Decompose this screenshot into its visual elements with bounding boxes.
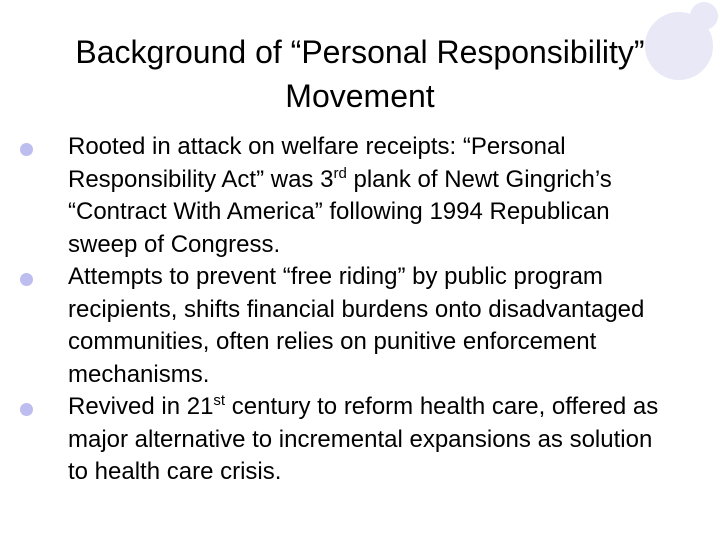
- decorative-circle: [690, 2, 718, 30]
- ordinal-superscript: rd: [333, 164, 347, 182]
- slide-title: [30, 30, 690, 118]
- bullet-list: [0, 131, 720, 489]
- bullet-item: [0, 131, 668, 261]
- bullet-item: [0, 391, 668, 489]
- slide-title-line-2: Movement: [285, 78, 435, 114]
- bullet-circle-icon: [20, 273, 33, 286]
- bullet-circle-icon: [20, 403, 33, 416]
- bullet-text: Revived in 21st century to reform health care, offered as major alternative to incremental expansions as solution to health care crisis.: [68, 392, 659, 485]
- bullet-text: Attempts to prevent “free riding” by public program recipients, shifts financial burdens onto disadvantaged communities, often relies on punitive enforcement mechanisms.: [68, 263, 645, 388]
- bullet-text: Rooted in attack on welfare receipts: “Personal Responsibility Act” was 3rd plank of Newt Gingrich’s “Contract With America” following 1994 Republican sweep of Congress.: [68, 133, 612, 258]
- bullet-item: [0, 261, 668, 391]
- ordinal-superscript: st: [213, 392, 226, 409]
- bullet-circle-icon: [20, 143, 33, 156]
- slide-title-line-1: Background of “Personal Responsibility”: [75, 34, 645, 70]
